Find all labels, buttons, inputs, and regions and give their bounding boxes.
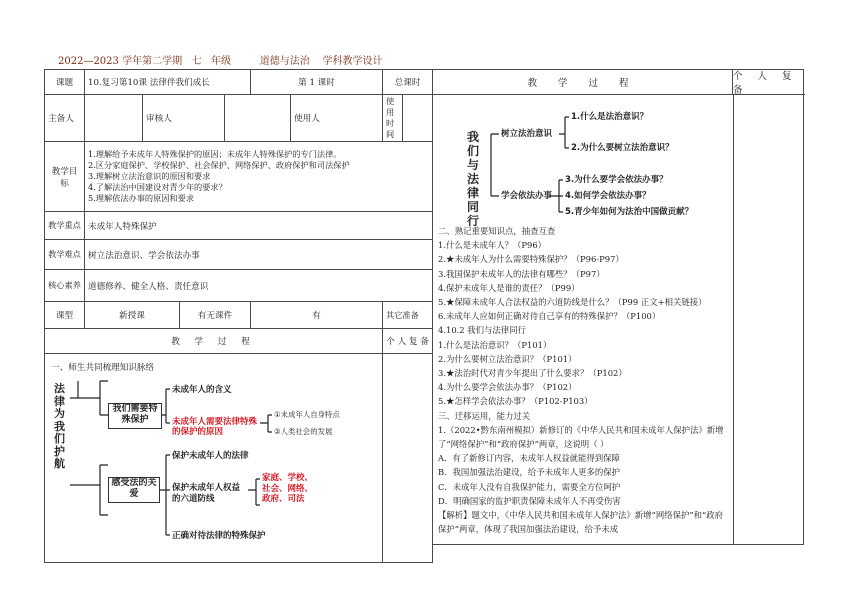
text-line: 三、迁移运用，能力过关 [438,410,531,421]
goal-item: 1.理解给予未成年人特殊保护的原因；未成年人特殊保护的专门法律。 [88,149,342,159]
courseware-label: 有无课件 [180,302,251,329]
use-time-label: 使用时间 [383,95,403,142]
core-value: 道德修养、健全人格、责任意识 [85,270,433,302]
mindmap-branch-law-care: 感受法的关爱 [108,477,160,503]
mindmap-root: 法律为我们护航 [54,382,65,470]
option-d: D．明确国家的监护职责保障未成年人不再受伤害 [438,495,621,506]
difficulty-label: 教学难点 [45,240,85,270]
user-label: 使用人 [291,95,383,142]
difficulty-value: 树立法治意识、学会依法办事 [85,240,433,270]
goal-item: 4.了解法治中国建设对青少年的要求？ [88,182,227,192]
text-line: 3.我国保护未成年人的法律有哪些？（P97） [438,268,605,279]
goal-item: 3.理解树立法治意识的原因和要求 [88,171,211,181]
review-heading: 个 人 复 备 [383,329,433,354]
text-line: 2.★未成年人为什么需要特殊保护？（P96-P97） [438,254,624,265]
mindmap-branch-act-by-law: 学会依法办事 [501,191,553,201]
text-line: 二、熟记重要知识点，抽查互查 [438,226,556,236]
mindmap-item: 4.如何学会依法办事？ [565,191,651,201]
reviewer-value [225,95,291,142]
mindmap-item: 1.什么是法治意识？ [571,112,649,122]
question-stem: 1.（2022•黔东南州模拟）新修订的《中华人民共和国未成年人保护法》新增了“网络保护”和“政府保护”两章，这说明（ ） [438,424,724,450]
mindmap-root: 我们与法律同行 [467,130,480,228]
analysis-text: 【解析】题文中，《中华人民共和国未成年人保护法》新增“网络保护”和“政府保护”两章，体现了我国加强法治建设，给予未成 [438,510,724,535]
mindmap-item: 未成年人的含义 [172,385,232,395]
goal-item: 5.理解依法办事的原因和要求 [88,193,195,203]
option-c: C．未成年人没有自我保护能力，需要全方位呵护 [438,481,621,492]
lesson-info-table [44,69,433,563]
use-time-value [403,95,433,142]
period-value: 第 1 课时 [251,70,383,95]
page-header: 2022—2023 学年第二学期 七 年级 道德与法治 学科教学设计 [58,56,383,67]
core-label: 核心素养 [45,270,85,302]
option-b: B．我国加强法治建设，给予未成年人更多的保护 [438,467,621,478]
option-a: A．有了新修订内容，未成年人权益就能得到保障 [438,453,620,464]
reviewer-label: 审核人 [143,95,225,142]
courseware-value: 有 [251,302,383,329]
goals-list [85,142,433,212]
mindmap-law-together [459,100,729,228]
right-column-divider [733,95,734,545]
other-prep-label: 其它准备 [383,302,433,329]
text-line: 4.为什么要学会依法办事？（P102） [438,382,577,393]
text-line: 1.什么是未成年人？（P96） [438,240,547,251]
type-value: 新授课 [85,302,180,329]
mindmap-subitem: ②人类社会的发展 [274,427,333,436]
mindmap-law-protection [48,375,368,560]
mindmap-item: 正确对待法律的特殊保护 [172,531,266,541]
key-value: 未成年人特殊保护 [85,212,433,240]
review-cell [383,354,433,563]
text-line: 5.★保障未成年人合法权益的六道防线是什么？（P99 正文+相关链接） [438,297,707,308]
mindmap-item-highlight: 未成年人需要法律特殊的保护的原因 [172,417,258,437]
key-label: 教学重点 [45,212,85,240]
total-periods-label: 总课时 [383,70,433,95]
text-line: 5.★怎样学会依法办事？（P102-P103） [438,396,593,407]
section-heading: 一、师生共同梳理知识脉络 [51,363,155,373]
goal-item: 2.区分家庭保护、学校保护、社会保护、网络保护、政府保护和司法保护 [88,160,350,170]
mindmap-branch-special-protection: 我们需要特殊保护 [108,403,162,429]
goals-label: 教学目标 [45,142,85,212]
mindmap-item: 5.青少年如何为法治中国做贡献？ [565,207,694,217]
mindmap-subitem: ①未成年人自身特点 [274,410,340,419]
topic-value: 10.复习第10课 法律伴我们成长 [85,70,251,95]
mindmap-item: 保护未成年人权益的六道防线 [172,483,241,504]
text-line: 6.未成年人应如何正确对待自己享有的特殊保护？（P100） [438,311,661,322]
topic-label: 课题 [45,70,85,95]
text-line: 4.10.2 我们与法律同行 [438,325,526,336]
text-line: 1.什么是法治意识？（P101） [438,339,552,350]
text-line: 2.为什么要树立法治意识？（P101） [438,353,577,364]
text-line: 3.★法治时代对青少年提出了什么要求？（P102） [438,368,627,379]
right-review-heading: 个 人 复 备 [733,70,805,95]
mindmap-item: 2.为什么要树立法治意识？ [571,143,674,153]
preparer-label: 主备人 [45,95,85,142]
knowledge-points-text [438,224,731,536]
type-label: 课型 [45,302,85,329]
mindmap-item: 保护未成年人的法律 [172,451,249,461]
mindmap-item: 3.为什么要学会依法办事？ [565,175,668,185]
text-line: 4.保护未成年人是谁的责任？（P99） [438,282,580,293]
preparer-value [85,95,143,142]
process-heading: 教 学 过 程 [45,329,383,354]
right-process-column [432,69,804,545]
process-body [45,354,383,563]
right-process-heading: 教 学 过 程 [433,70,733,95]
mindmap-six-lines: 家庭、学校、社会、网络、政府、司法 [262,473,314,504]
mindmap-branch-rule-of-law: 树立法治意识 [501,129,553,139]
